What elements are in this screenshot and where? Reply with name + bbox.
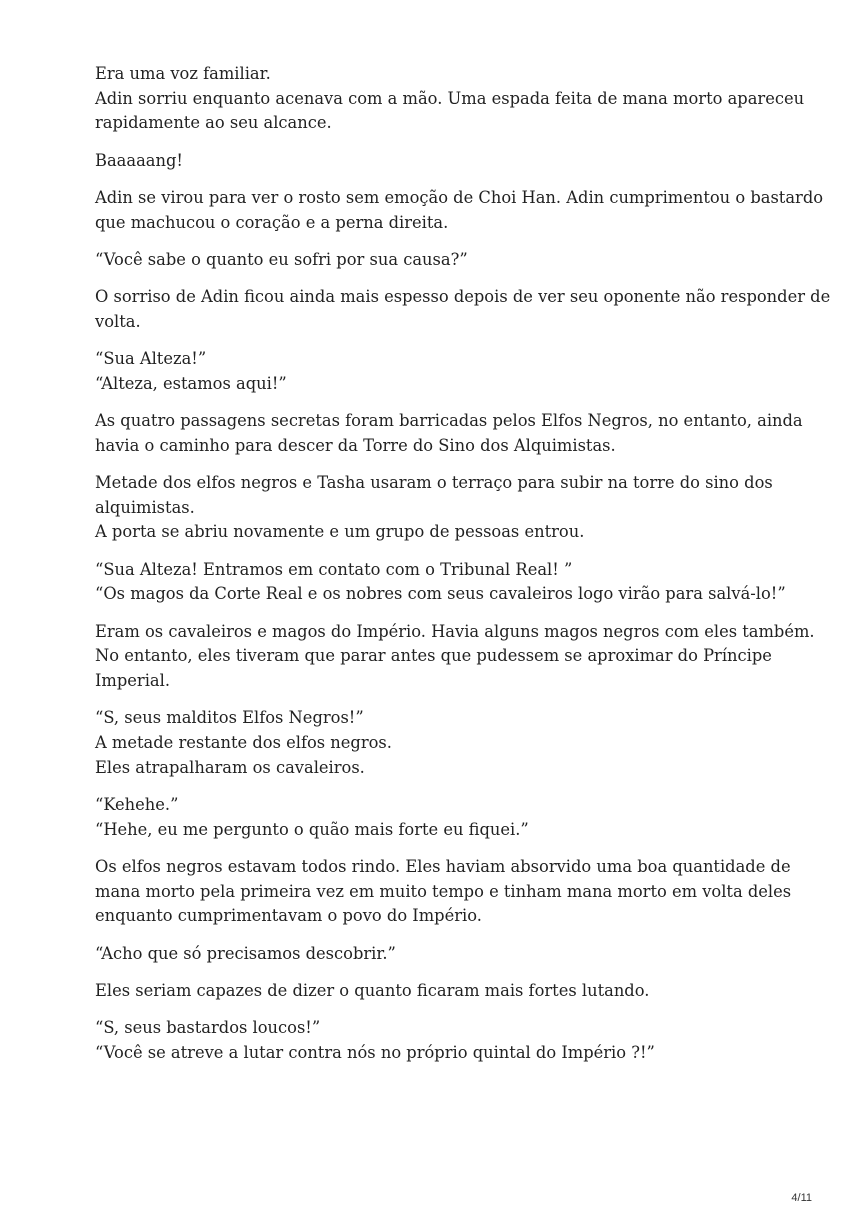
paragraph: [95, 62, 805, 136]
text-line: Metade dos elfos negros e Tasha usaram o terraço para subir na torre do sino dos: [95, 473, 773, 493]
text-line: “Os magos da Corte Real e os nobres com seus cavaleiros logo virão para salvá-lo!”: [95, 584, 786, 604]
paragraph: [95, 149, 795, 174]
text-line: enquanto cumprimentavam o povo do Império.: [95, 906, 482, 926]
text-line: A metade restante dos elfos negros.: [95, 733, 392, 753]
text-line: mana morto pela primeira vez em muito tempo e tinham mana morto em volta deles: [95, 881, 792, 901]
text-line: “S, seus bastardos loucos!”: [95, 1018, 321, 1038]
text-line: Eles atrapalharam os cavaleiros.: [95, 757, 365, 777]
text-line: que machucou o coração e a perna direita.: [95, 212, 449, 232]
text-line: Eram os cavaleiros e magos do Império. Havia alguns magos negros com eles também.: [95, 621, 815, 641]
text-line: “Você se atreve a lutar contra nós no próprio quintal do Império ?!”: [95, 1042, 655, 1062]
text-line: “Kehehe.”: [95, 795, 179, 815]
text-line: “Sua Alteza! Entramos em contato com o Tribunal Real! ”: [95, 559, 573, 579]
document-body: [95, 62, 831, 1078]
text-line: Era uma voz familiar.: [95, 64, 271, 83]
text-line: “Acho que só precisamos descobrir.”: [95, 943, 396, 963]
text-line: Adin sorriu enquanto acenava com a mão. Uma espada feita de mana morto apareceu: [95, 88, 805, 108]
paragraph: [95, 942, 795, 967]
paragraph: [95, 347, 795, 396]
paragraph: [95, 979, 795, 1004]
paragraph: [95, 409, 803, 458]
text-line: No entanto, eles tiveram que parar antes que pudessem se aproximar do Príncipe: [95, 646, 772, 666]
text-line: “Você sabe o quanto eu sofri por sua causa?”: [95, 249, 468, 269]
text-line: “Hehe, eu me pergunto o quão mais forte eu fiquei.”: [95, 819, 529, 839]
text-line: Adin se virou para ver o rosto sem emoção de Choi Han. Adin cumprimentou o bastardo: [95, 187, 824, 207]
paragraph: [95, 285, 831, 334]
paragraph: [95, 620, 815, 694]
paragraph: [95, 186, 824, 235]
paragraph: [95, 706, 795, 780]
text-line: alquimistas.: [95, 497, 195, 517]
paragraph: [95, 1016, 795, 1065]
text-line: O sorriso de Adin ficou ainda mais espesso depois de ver seu oponente não responder de: [95, 287, 831, 307]
paragraph: [95, 558, 795, 607]
text-line: As quatro passagens secretas foram barricadas pelos Elfos Negros, no entanto, ainda: [95, 411, 803, 431]
text-line: A porta se abriu novamente e um grupo de pessoas entrou.: [95, 522, 585, 542]
text-line: havia o caminho para descer da Torre do Sino dos Alquimistas.: [95, 435, 616, 455]
paragraph: [95, 471, 795, 545]
text-line: volta.: [95, 311, 141, 331]
text-line: Baaaaang!: [95, 150, 183, 170]
text-line: “Sua Alteza!”: [95, 349, 207, 369]
paragraph: [95, 855, 795, 929]
text-line: Os elfos negros estavam todos rindo. Eles haviam absorvido uma boa quantidade de: [95, 857, 791, 876]
paragraph: [95, 248, 795, 273]
text-line: rapidamente ao seu alcance.: [95, 113, 332, 133]
text-line: “S, seus malditos Elfos Negros!”: [95, 708, 364, 728]
paragraph: [95, 793, 795, 842]
text-line: Eles seriam capazes de dizer o quanto ficaram mais fortes lutando.: [95, 980, 650, 1000]
text-line: “Alteza, estamos aqui!”: [95, 373, 287, 393]
text-line: Imperial.: [95, 671, 171, 691]
page-number: 4/11: [791, 1192, 812, 1204]
